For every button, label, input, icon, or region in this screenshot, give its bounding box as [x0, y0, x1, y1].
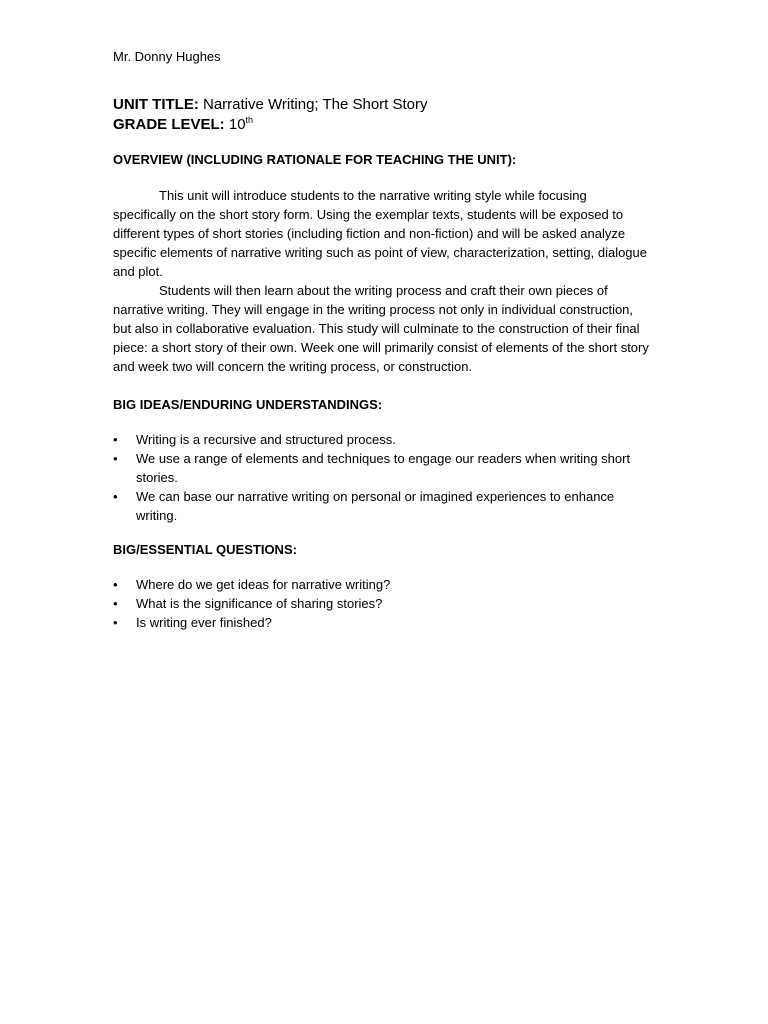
list-item: [113, 613, 653, 632]
bullet-icon: •: [113, 432, 118, 447]
overview-paragraph: This unit will introduce students to the narrative writing style while focusing specifically on the short story form. Using the exemplar texts, students will be exposed to different types of short stories (including fiction and non-fiction) and will be asked analyze specific elements of narrative writing such as point of view, characterization, setting, dialogue and plot.: [113, 188, 647, 279]
bullet-icon: •: [113, 615, 118, 630]
bullet-icon: •: [113, 596, 118, 611]
overview-paragraph: Students will then learn about the writing process and craft their own pieces of narrative writing. They will engage in the writing process not only in individual construction, but also in collaborative evaluation. This study will culminate to the construction of their final piece: a short story of their own. Week one will primarily consist of elements of the short story and week two will concern the writing process, or construction.: [113, 283, 649, 374]
list-item: [113, 430, 653, 449]
essential-questions-list: [113, 575, 653, 632]
big-ideas-heading: BIG IDEAS/ENDURING UNDERSTANDINGS:: [113, 397, 383, 412]
list-item-text: What is the significance of sharing stories?: [136, 596, 383, 611]
unit-title-value: Narrative Writing; The Short Story: [203, 96, 428, 113]
list-item: [113, 487, 653, 525]
unit-title-label: UNIT TITLE:: [113, 96, 199, 113]
list-item-text: Is writing ever finished?: [136, 615, 272, 630]
list-item: [113, 594, 653, 613]
grade-level-label: GRADE LEVEL:: [113, 116, 225, 133]
grade-level-value: 10: [228, 116, 246, 133]
essential-questions-heading: BIG/ESSENTIAL QUESTIONS:: [113, 542, 297, 557]
list-item-text: We can base our narrative writing on personal or imagined experiences to enhance writing.: [136, 489, 615, 523]
document-content: [113, 48, 653, 632]
bullet-icon: •: [113, 577, 118, 592]
bullet-icon: •: [113, 451, 118, 466]
overview-body: [113, 186, 653, 376]
unit-title: [113, 95, 653, 115]
grade-level: [113, 115, 653, 135]
list-item-text: Writing is a recursive and structured process.: [136, 432, 396, 447]
bullet-icon: •: [113, 489, 118, 504]
big-ideas-list: [113, 430, 653, 525]
author-name: Mr. Donny Hughes: [113, 49, 221, 64]
overview-heading: OVERVIEW (INCLUDING RATIONALE FOR TEACHING THE UNIT):: [113, 152, 517, 167]
list-item-text: Where do we get ideas for narrative writing?: [136, 577, 391, 592]
list-item-text: We use a range of elements and techniques to engage our readers when writing short stories.: [136, 451, 631, 485]
grade-level-suffix: th: [245, 115, 254, 125]
list-item: [113, 449, 653, 487]
list-item: [113, 575, 653, 594]
title-block: [113, 95, 653, 135]
